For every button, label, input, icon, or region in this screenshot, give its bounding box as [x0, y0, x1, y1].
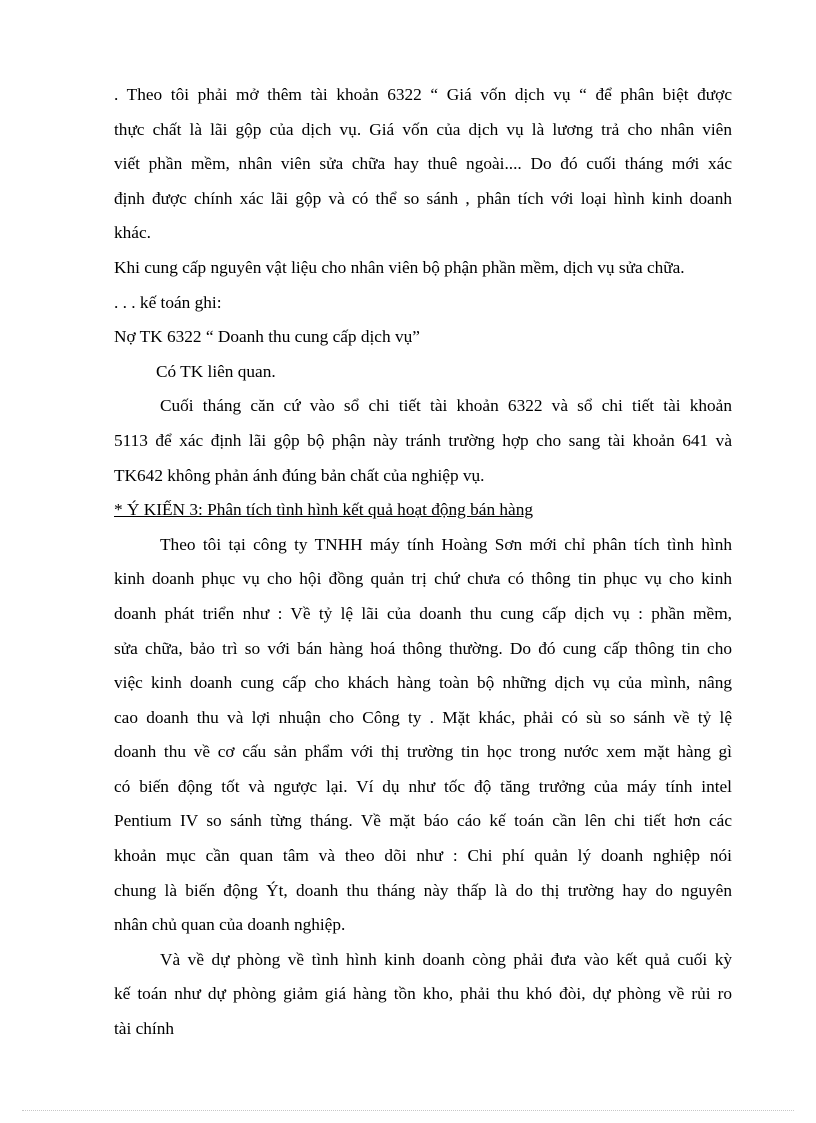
- text-line: tài chính: [114, 1019, 174, 1039]
- text-line: cao doanh thu và lợi nhuận cho Công ty . Mặt khác, phải có sù so sánh về tỷ lệ: [114, 707, 732, 727]
- text-line: 5113 để xác định lãi gộp bộ phận này tránh trường hợp cho sang tài khoản 641 và: [114, 430, 732, 450]
- text-line: TK642 không phản ánh đúng bản chất của nghiệp vụ.: [114, 465, 485, 485]
- text-line: khác.: [114, 223, 151, 243]
- text-line: . Theo tôi phải mở thêm tài khoản 6322 “ Giá vốn dịch vụ “ để phân biệt được: [114, 85, 732, 104]
- text-line: Có TK liên quan.: [156, 361, 276, 381]
- text-line: Khi cung cấp nguyên vật liệu cho nhân viên bộ phận phần mềm, dịch vụ sửa chữa.: [114, 257, 685, 277]
- text-line: chung là biến động Ýt, doanh thu tháng này thấp là do thị trường hay do nguyên: [114, 880, 732, 900]
- text-line: khoản mục cần quan tâm và theo dõi như : Chi phí quản lý doanh nghiệp nói: [114, 846, 732, 866]
- text-line: nhân chủ quan của doanh nghiệp.: [114, 915, 346, 935]
- section-heading: [114, 493, 732, 528]
- text-line: Theo tôi tại công ty TNHH máy tính Hoàng Sơn mới chỉ phân tích tình hình: [160, 534, 732, 554]
- text-line: sửa chữa, bảo trì so với bán hàng hoá thông thường. Do đó cung cấp thông tin cho: [114, 638, 732, 658]
- text-line: Pentium IV so sánh từng tháng. Về mặt báo cáo kế toán cần lên chi tiết hơn các: [114, 811, 732, 831]
- document-body: [114, 78, 732, 1047]
- text-line: Và về dự phòng về tình hình kinh doanh còng phải đưa vào kết quả cuối kỳ: [160, 949, 732, 969]
- text-line: kinh doanh phục vụ cho hội đồng quản trị chứ chưa có thông tin phục vụ cho kinh: [114, 569, 732, 589]
- text-line: viết phần mềm, nhân viên sửa chữa hay thuê ngoài.... Do đó cuối tháng mới xác: [114, 154, 732, 174]
- text-line: Nợ TK 6322 “ Doanh thu cung cấp dịch vụ”: [114, 327, 420, 347]
- text-line: việc kinh doanh cung cấp cho khách hàng toàn bộ những dịch vụ của mình, nâng: [114, 673, 732, 693]
- text-line: định được chính xác lãi gộp và có thể so sánh , phân tích với loại hình kinh doanh: [114, 188, 732, 208]
- text-line: thực chất là lãi gộp của dịch vụ. Giá vốn của dịch vụ là lương trả cho nhân viên: [114, 119, 732, 139]
- text-line: có biến động tốt và ngược lại. Ví dụ như tốc độ tăng trưởng của máy tính intel: [114, 776, 732, 796]
- text-line: . . . kế toán ghi:: [114, 292, 222, 312]
- footer-divider: [22, 1110, 794, 1111]
- text-line: kế toán như dự phòng giảm giá hàng tồn kho, phải thu khó đòi, dự phòng về rủi ro: [114, 984, 732, 1004]
- text-line: Cuối tháng căn cứ vào sổ chi tiết tài khoản 6322 và sổ chi tiết tài khoản: [160, 396, 732, 416]
- text-line: doanh phát triển như : Về tỷ lệ lãi của doanh thu cung cấp dịch vụ : phần mềm,: [114, 603, 732, 623]
- section-heading-text: * Ý KIẾN 3: Phân tích tình hình kết quả hoạt động bán hàng: [114, 500, 534, 520]
- text-line: doanh thu về cơ cấu sản phẩm với thị trường tin học trong nước xem mặt hàng gì: [114, 742, 732, 762]
